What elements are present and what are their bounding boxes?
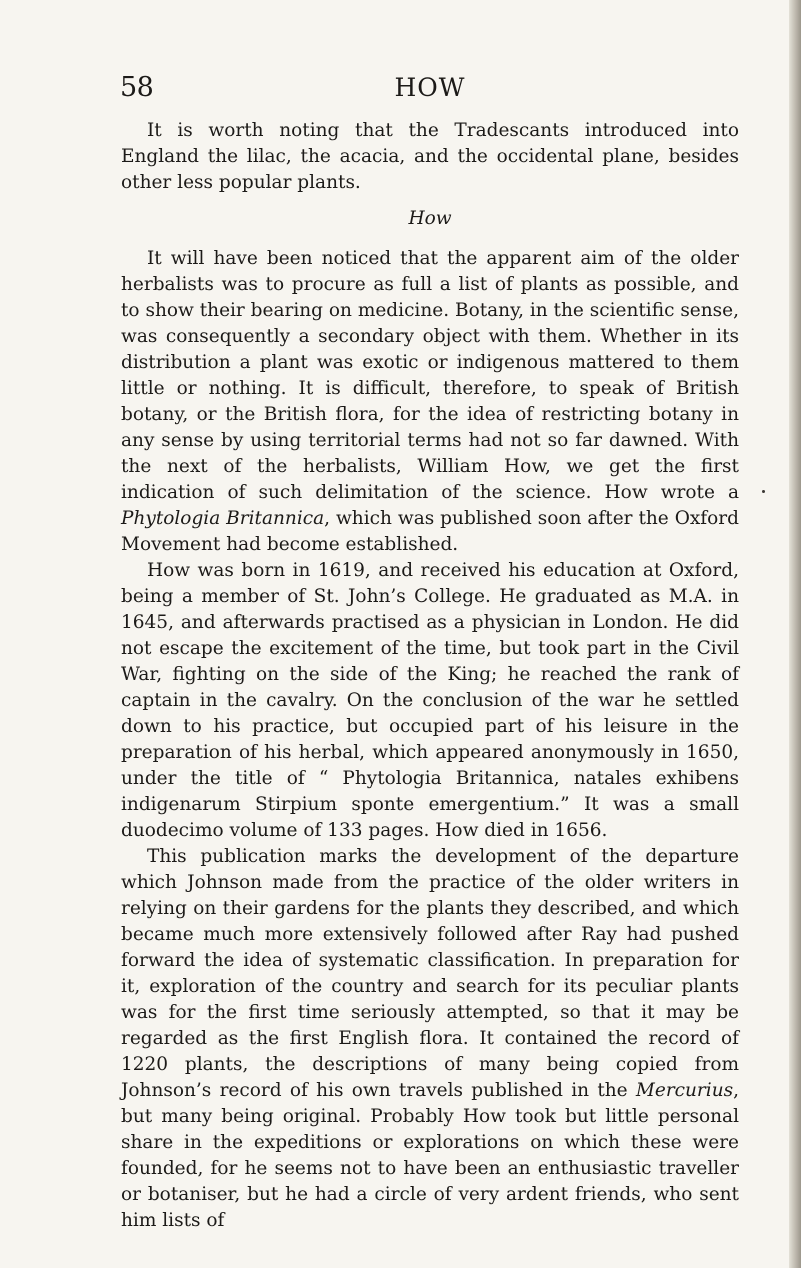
paragraph-1 (121, 246, 739, 558)
paragraph-1-text-b: , which was published soon after the Oxford Movement had become established. (121, 508, 739, 555)
paragraph-3 (121, 844, 739, 1234)
margin-mark (762, 490, 765, 493)
page-number: 58 (120, 72, 154, 103)
paragraph-3-text-a: This publication marks the development of the departure which Johnson made from the practice of the older writers in relying on their gardens for the plants they described, and which became much more extensively followed after Ray had pushed forward the idea of systematic classification. In preparation for it, exploration of the country and search for its peculiar plants was for the first time seriously attempted, so that it may be regarded as the first English flora. It contained the record of 1220 plants, the descriptions of many being copied from Johnson’s record of his own travels published in the (121, 846, 739, 1101)
paragraph-3-text-b: , but many being original. Probably How took but little personal share in the expeditions or explorations on which these were founded, for he seems not to have been an enthusiastic traveller or botaniser, but he had a circle of very ardent friends, who sent him lists of (121, 1080, 739, 1231)
paragraph-1-text-a: It will have been noticed that the apparent aim of the older herbalists was to procure as full a list of plants as possible, and to show their bearing on medicine. Botany, in the scientific sense, was consequently a secondary object with them. Whether in its distribution a plant was exotic or indigenous mattered to them little or nothing. It is difficult, therefore, to speak of British botany, or the British flora, for the idea of restricting botany in any sense by using territorial terms had not so far dawned. With the next of the herbalists, William How, we get the first indication of such delimitation of the science. How wrote a (121, 248, 739, 503)
section-heading: How (408, 208, 452, 229)
body-text (121, 118, 739, 1234)
paragraph-2: How was born in 1619, and received his education at Oxford, being a member of St. John’s College. He graduated as M.A. in 1645, and afterwards practised as a physician in London. He did not escape the excitement of the time, but took part in the Civil War, fighting on the side of the King; he reached the rank of captain in the cavalry. On the conclusion of the war he settled down to his practice, but occupied part of his leisure in the preparation of his herbal, which appeared anonymously in 1650, under the title of “ Phytologia Britannica, natales exhibens indigenarum Stirpium sponte emergentium.” It was a small duodecimo volume of 133 pages. How died in 1656. (121, 560, 739, 841)
book-title-mercurius: Mercurius (635, 1080, 734, 1101)
page-edge-shadow (789, 0, 801, 1268)
book-title-phytologia: Phytologia Britannica (121, 508, 325, 529)
running-head (120, 70, 740, 106)
intro-paragraph: It is worth noting that the Tradescants introduced into England the lilac, the acacia, and the occidental plane, besides other less popular plants. (121, 120, 739, 193)
running-title: HOW (394, 73, 466, 102)
